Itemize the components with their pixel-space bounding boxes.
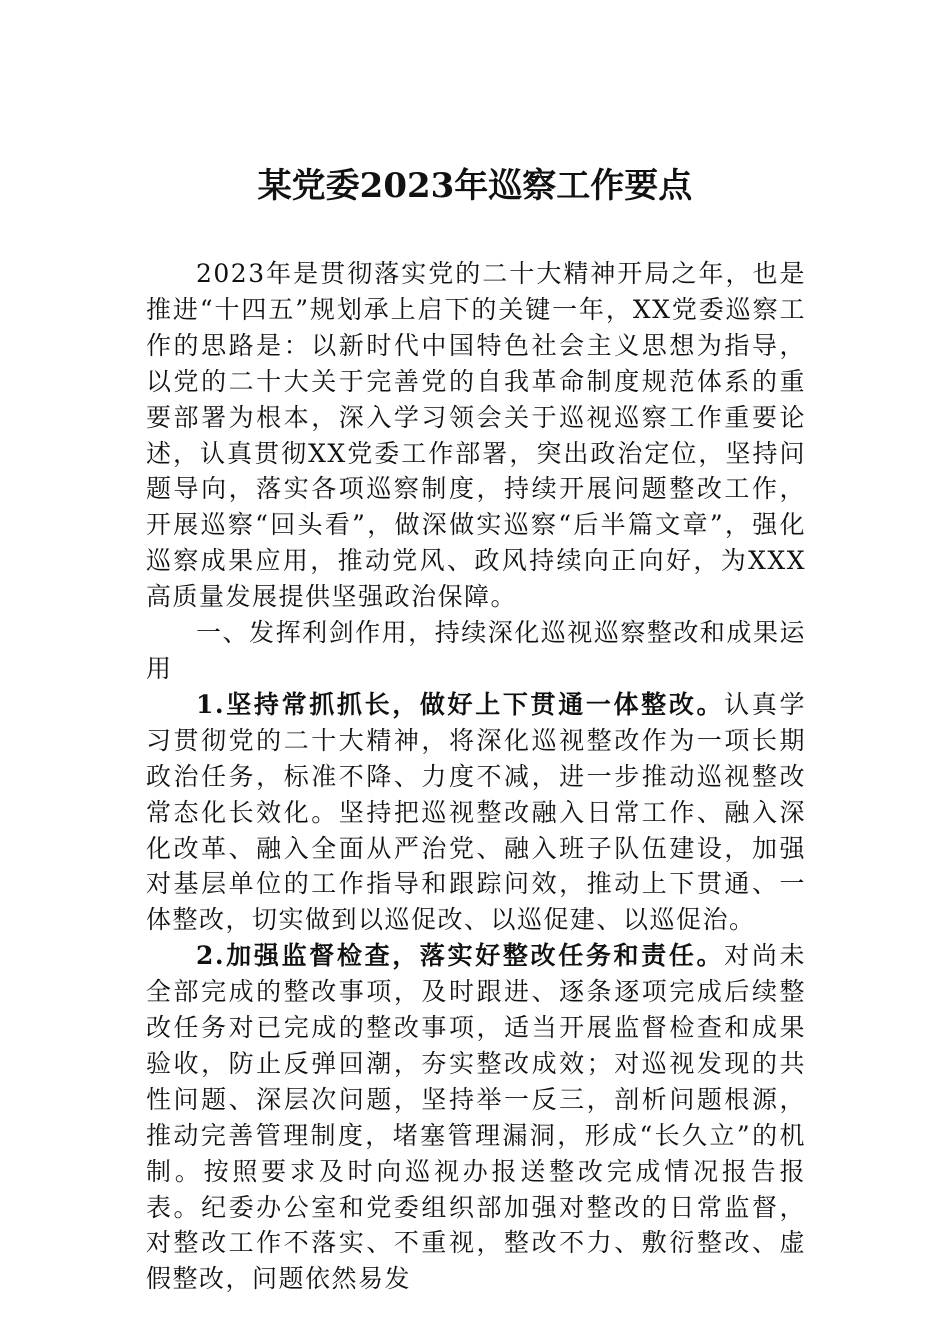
item-1-text: 认真学习贯彻党的二十大精神，将深化巡视整改作为一项长期政治任务，标准不降、力度不减，进一步推动巡视整改常态化长效化。坚持把巡视整改融入日常工作、融入深化改革、融入全面从严治党、融入班子队伍建设，加强对基层单位的工作指导和跟踪问效，推动上下贯通、一体整改，切实做到以巡促改、以巡促建、以巡促治。 xyxy=(146,689,806,935)
item-2-text: 对尚未全部完成的整改事项，及时跟进、逐条逐项完成后续整改任务对已完成的整改事项，适当开展监督检查和成果验收，防止反弹回潮，夯实整改成效；对巡视发现的共性问题、深层次问题，坚持举一反三，剖析问题根源，推动完善管理制度，堵塞管理漏洞，形成“长久立”的机制。按照要求及时向巡视办报送整改完成情况报告报表。纪委办公室和党委组织部加强对整改的日常监督，对整改工作不落实、不重视，整改不力、敷衍整改、虚假整改，问题依然易发 xyxy=(146,941,806,1294)
document-title: 某党委2023年巡察工作要点 xyxy=(257,166,693,206)
section-1-heading: 一、发挥利剑作用，持续深化巡视巡察整改和成果运用 xyxy=(146,618,806,683)
item-2-lead: 2.加强监督检查，落实好整改任务和责任。 xyxy=(196,941,725,971)
item-2-paragraph xyxy=(146,938,806,1297)
item-1-paragraph xyxy=(146,687,806,938)
intro-paragraph: 2023年是贯彻落实党的二十大精神开局之年，也是推进“十四五”规划承上启下的关键一年，XX党委巡察工作的思路是：以新时代中国特色社会主义思想为指导，以党的二十大关于完善党的自我革命制度规范体系的重要部署为根本，深入学习领会关于巡视巡察工作重要论述，认真贯彻XX党委工作部署，突出政治定位，坚持问题导向，落实各项巡察制度，持续开展问题整改工作，开展巡察“回头看”，做深做实巡察“后半篇文章”，强化巡察成果应用，推动党风、政风持续向正向好，为XXX高质量发展提供坚强政治保障。 xyxy=(146,259,807,612)
document-body xyxy=(146,256,806,1297)
item-1-lead: 1.坚持常抓抓长，做好上下贯通一体整改。 xyxy=(196,689,725,719)
